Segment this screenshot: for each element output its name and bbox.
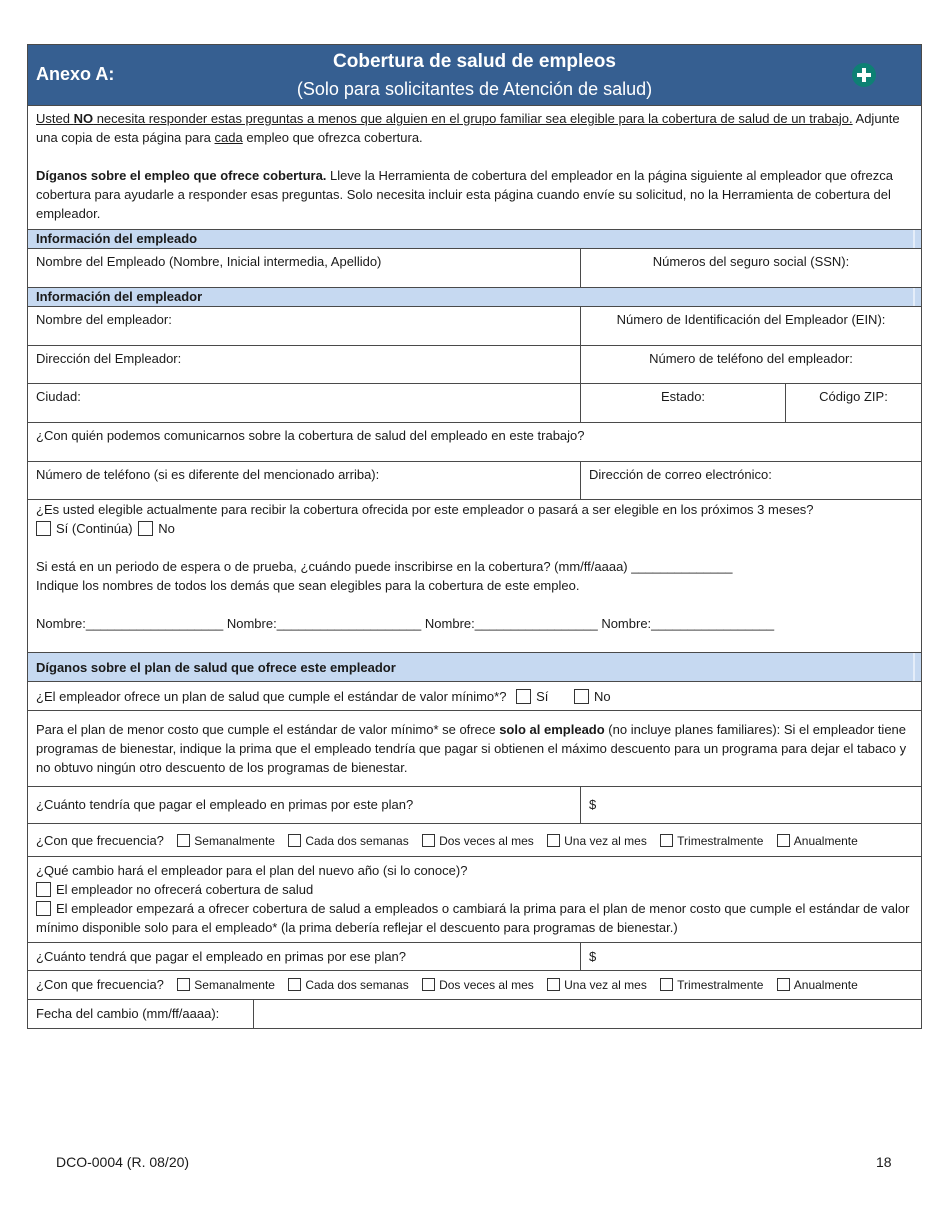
zip-field[interactable] bbox=[785, 384, 921, 422]
freq2-weekly-label: Semanalmente bbox=[194, 978, 275, 992]
alt-phone-field[interactable] bbox=[28, 462, 580, 499]
intro-usted: Usted bbox=[36, 111, 74, 126]
waiting-period-field[interactable]: Si está en un periodo de espera o de prueba, ¿cuándo puede inscribirse en la cobertura? (mm/ff/aaaa) ______________ bbox=[36, 559, 733, 574]
section-title: Díganos sobre el plan de salud que ofrece este empleador bbox=[36, 660, 396, 675]
form-title: Cobertura de salud de empleos bbox=[333, 51, 616, 72]
alt-phone-label: Número de teléfono (si es diferente del mencionado arriba): bbox=[36, 467, 380, 482]
plan-change-content bbox=[28, 857, 921, 942]
change-question: ¿Qué cambio hará el empleador para el plan del nuevo año (si lo conoce)? bbox=[36, 863, 468, 878]
alt-contact-row bbox=[28, 462, 921, 500]
ein-label: Número de Identificación del Empleador (EIN): bbox=[616, 312, 886, 327]
freq2-annually-label: Anualmente bbox=[793, 978, 858, 992]
lowest-cost-bold: solo al empleado bbox=[499, 722, 605, 737]
contact-person-field[interactable] bbox=[28, 423, 921, 461]
premium-question-cell-2 bbox=[28, 943, 580, 970]
premium-amount-field[interactable] bbox=[580, 787, 921, 823]
currency-symbol: $ bbox=[589, 797, 597, 812]
state-field[interactable] bbox=[580, 384, 785, 422]
city-field[interactable] bbox=[28, 384, 580, 422]
freq2-biweekly-checkbox[interactable] bbox=[288, 978, 301, 991]
freq2-quarterly-label: Trimestralmente bbox=[677, 978, 764, 992]
premium-row-2 bbox=[28, 943, 921, 971]
freq2-twice-monthly-checkbox[interactable] bbox=[422, 978, 435, 991]
section-title: Información del empleado bbox=[36, 231, 198, 246]
frequency-row-2 bbox=[28, 971, 921, 1000]
eligible-no-label: No bbox=[158, 521, 175, 536]
premium-question-cell bbox=[28, 787, 580, 823]
premium-amount-field-2[interactable] bbox=[580, 943, 921, 970]
freq-monthly-checkbox[interactable] bbox=[547, 834, 560, 847]
freq-biweekly-checkbox[interactable] bbox=[288, 834, 301, 847]
freq-biweekly-label: Cada dos semanas bbox=[305, 834, 409, 848]
freq-annually-checkbox[interactable] bbox=[777, 834, 790, 847]
change-premium-checkbox[interactable] bbox=[36, 901, 51, 916]
lowest-cost-prefix: Para el plan de menor costo que cumple el estándar de valor mínimo* se ofrece bbox=[36, 722, 500, 737]
others-prompt: Indique los nombres de todos los demás que sean elegibles para la cobertura de este empleo. bbox=[36, 578, 580, 593]
employer-phone-field[interactable] bbox=[580, 346, 921, 383]
change-premium-label: El empleador empezará a ofrecer cobertura de salud a empleados o cambiará la prima para el plan de menor costo que cumple el estándar de valor mínimo disponible solo para el empleado* (la prima debería reflejar el descuento para programas de bienestar.) bbox=[36, 901, 910, 935]
employer-name-row bbox=[28, 307, 921, 346]
employer-phone-label: Número de teléfono del empleador: bbox=[649, 351, 853, 366]
intro-tell-us: Díganos sobre el empleo que ofrece cobertura. bbox=[36, 168, 327, 183]
annex-label: Anexo A: bbox=[36, 64, 115, 84]
freq-weekly-checkbox[interactable] bbox=[177, 834, 190, 847]
freq2-monthly-label: Una vez al mes bbox=[564, 978, 647, 992]
other-name-field-2[interactable]: Nombre:____________________ bbox=[226, 616, 422, 631]
other-name-field-1[interactable]: Nombre:___________________ bbox=[36, 616, 224, 631]
freq-monthly-label: Una vez al mes bbox=[564, 834, 647, 848]
other-name-field-3[interactable]: Nombre:_________________ bbox=[424, 616, 598, 631]
contact-row bbox=[28, 423, 921, 462]
employer-city-row bbox=[28, 384, 921, 423]
premium-question: ¿Cuánto tendría que pagar el empleado en primas por este plan? bbox=[36, 797, 414, 812]
ssn-field[interactable] bbox=[580, 249, 921, 287]
intro-end: empleo que ofrezca cobertura. bbox=[242, 130, 423, 145]
freq2-monthly-checkbox[interactable] bbox=[547, 978, 560, 991]
min-value-question: ¿El empleador ofrece un plan de salud que cumple el estándar de valor mínimo*? bbox=[36, 689, 507, 704]
zip-label: Código ZIP: bbox=[819, 389, 888, 404]
city-label: Ciudad: bbox=[36, 389, 81, 404]
employer-name-label: Nombre del empleador: bbox=[36, 312, 172, 327]
min-value-yes-checkbox[interactable] bbox=[516, 689, 531, 704]
frequency-content bbox=[28, 824, 921, 856]
plus-circle-icon bbox=[852, 63, 876, 87]
eligible-yes-label: Sí (Continúa) bbox=[56, 521, 133, 536]
freq-twice-monthly-label: Dos veces al mes bbox=[439, 834, 534, 848]
employee-name-label: Nombre del Empleado (Nombre, Inicial intermedia, Apellido) bbox=[36, 254, 382, 269]
min-value-yes-label: Sí bbox=[536, 689, 549, 704]
change-no-coverage-checkbox[interactable] bbox=[36, 882, 51, 897]
premium-row bbox=[28, 787, 921, 824]
freq2-annually-checkbox[interactable] bbox=[777, 978, 790, 991]
section-title: Información del empleador bbox=[36, 289, 203, 304]
intro-no: NO bbox=[73, 111, 94, 126]
min-value-content bbox=[28, 682, 921, 710]
change-date-field[interactable] bbox=[253, 1000, 921, 1028]
email-label: Dirección de correo electrónico: bbox=[589, 467, 772, 482]
freq2-twice-monthly-label: Dos veces al mes bbox=[439, 978, 534, 992]
section-employee-info bbox=[28, 230, 921, 249]
min-value-row bbox=[28, 682, 921, 711]
freq2-biweekly-label: Cada dos semanas bbox=[305, 978, 409, 992]
ein-field[interactable] bbox=[580, 307, 921, 345]
frequency-label: ¿Con que frecuencia? bbox=[36, 833, 164, 848]
eligible-yes-checkbox[interactable] bbox=[36, 521, 51, 536]
employer-address-row bbox=[28, 346, 921, 384]
employer-address-field[interactable] bbox=[28, 346, 580, 383]
eligibility-block bbox=[28, 500, 921, 653]
intro-cada: cada bbox=[214, 130, 243, 145]
employee-name-field[interactable] bbox=[28, 249, 580, 287]
min-value-no-checkbox[interactable] bbox=[574, 689, 589, 704]
lowest-cost-suffix: (no incluye planes familiares): Si el empleador tiene programas de bienestar, indique la prima que el empleado tendría que pagar si obtienen el máximo descuento para un programa para dejar el tabaco y no obtuvo ningún otro descuento de los programas de bienestar. bbox=[36, 722, 907, 775]
page-number: 18 bbox=[876, 1154, 892, 1170]
intro-text bbox=[28, 106, 921, 230]
intro-instructions: Lleve la Herramienta de cobertura del empleador en la página siguiente al empleador que ofrezca cobertura para ayudarle a responder esas preguntas. Solo necesita incluir esta página cuando envíe su solicitud, no la Herramienta de cobertura del empleador. bbox=[36, 168, 893, 221]
eligibility-question: ¿Es usted elegible actualmente para recibir la cobertura ofrecida por este empleador o pasará a ser elegible en los próximos 3 meses? bbox=[36, 502, 814, 517]
plan-change-row bbox=[28, 857, 921, 943]
change-date-label: Fecha del cambio (mm/ff/aaaa): bbox=[36, 1006, 220, 1021]
form-subtitle: (Solo para solicitantes de Atención de salud) bbox=[296, 79, 653, 99]
other-name-field-4[interactable]: Nombre:_________________ bbox=[601, 616, 775, 631]
freq2-quarterly-checkbox[interactable] bbox=[660, 978, 673, 991]
frequency-content-2 bbox=[28, 971, 921, 999]
contact-question: ¿Con quién podemos comunicarnos sobre la cobertura de salud del empleado en este trabajo? bbox=[36, 428, 585, 443]
freq-quarterly-checkbox[interactable] bbox=[660, 834, 673, 847]
eligible-no-checkbox[interactable] bbox=[138, 521, 153, 536]
employer-address-label: Dirección del Empleador: bbox=[36, 351, 182, 366]
form-header bbox=[28, 45, 921, 106]
eligibility-content bbox=[28, 500, 921, 652]
section-employer-info bbox=[28, 288, 921, 307]
lowest-cost-text bbox=[28, 711, 921, 786]
change-date-row bbox=[28, 1000, 921, 1028]
freq-annually-label: Anualmente bbox=[793, 834, 858, 848]
section-health-plan bbox=[28, 653, 921, 682]
lowest-cost-row bbox=[28, 711, 921, 787]
freq-twice-monthly-checkbox[interactable] bbox=[422, 834, 435, 847]
frequency-label-2: ¿Con que frecuencia? bbox=[36, 977, 164, 992]
change-date-label-cell bbox=[28, 1000, 253, 1028]
frequency-row bbox=[28, 824, 921, 857]
state-label: Estado: bbox=[660, 389, 706, 404]
intro-underlined: necesita responder estas preguntas a menos que alguien en el grupo familiar sea elegible para la cobertura de salud de un trabajo. bbox=[93, 111, 853, 126]
ssn-label: Números del seguro social (SSN): bbox=[652, 254, 850, 269]
form-code: DCO-0004 (R. 08/20) bbox=[56, 1154, 190, 1170]
freq-quarterly-label: Trimestralmente bbox=[677, 834, 764, 848]
freq-weekly-label: Semanalmente bbox=[194, 834, 275, 848]
min-value-no-label: No bbox=[593, 689, 611, 704]
change-no-coverage-label: El empleador no ofrecerá cobertura de salud bbox=[56, 882, 314, 897]
employer-name-field[interactable] bbox=[28, 307, 580, 345]
premium-question-2: ¿Cuánto tendrá que pagar el empleado en primas por ese plan? bbox=[36, 949, 407, 964]
freq2-weekly-checkbox[interactable] bbox=[177, 978, 190, 991]
email-field[interactable] bbox=[580, 462, 921, 499]
intro-attach: Adjunte una copia de esta página para bbox=[36, 111, 900, 145]
employee-name-row bbox=[28, 249, 921, 288]
coverage-form bbox=[27, 44, 922, 1029]
currency-symbol: $ bbox=[589, 949, 597, 964]
